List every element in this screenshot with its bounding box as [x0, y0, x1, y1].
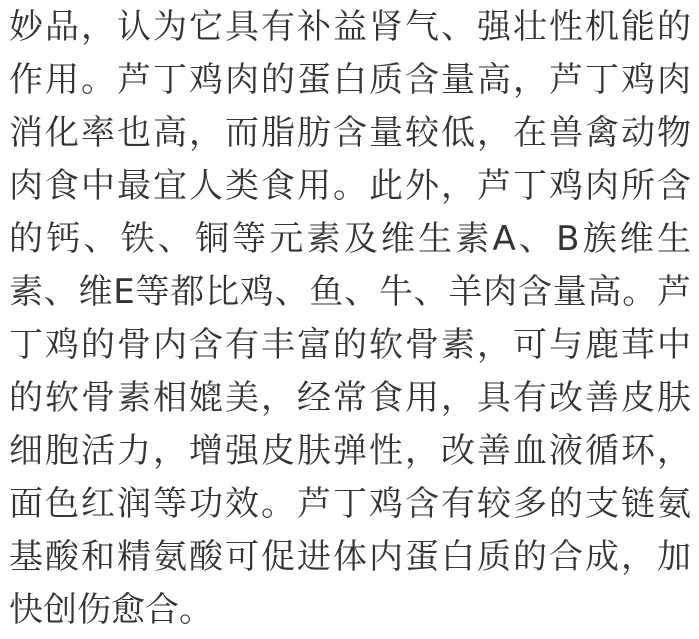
text-line: 作用。芦丁鸡肉的蛋白质含量高，芦丁鸡肉	[9, 60, 691, 100]
text-line: 丁鸡的骨内含有丰富的软骨素，可与鹿茸中	[9, 325, 691, 365]
text-line: 妙品，认为它具有补益肾气、强壮性机能的	[9, 7, 691, 47]
text-line: 细胞活力，增强皮肤弹性，改善血液循环，	[9, 431, 691, 471]
text-line: 快创伤愈合。	[9, 590, 213, 630]
text-line: 消化率也高，而脂肪含量较低，在兽禽动物	[9, 113, 691, 153]
text-line: 的软骨素相媲美，经常食用，具有改善皮肤	[9, 378, 691, 418]
text-line: 肉食中最宜人类食用。此外，芦丁鸡肉所含	[9, 166, 691, 206]
text-line: 基酸和精氨酸可促进体内蛋白质的合成，加	[9, 537, 691, 577]
text-line: 素、维E等都比鸡、鱼、牛、羊肉含量高。芦	[9, 272, 691, 312]
text-line: 的钙、铁、铜等元素及维生素A、B族维生	[9, 219, 691, 259]
text-line: 面色红润等功效。芦丁鸡含有较多的支链氨	[9, 484, 691, 524]
